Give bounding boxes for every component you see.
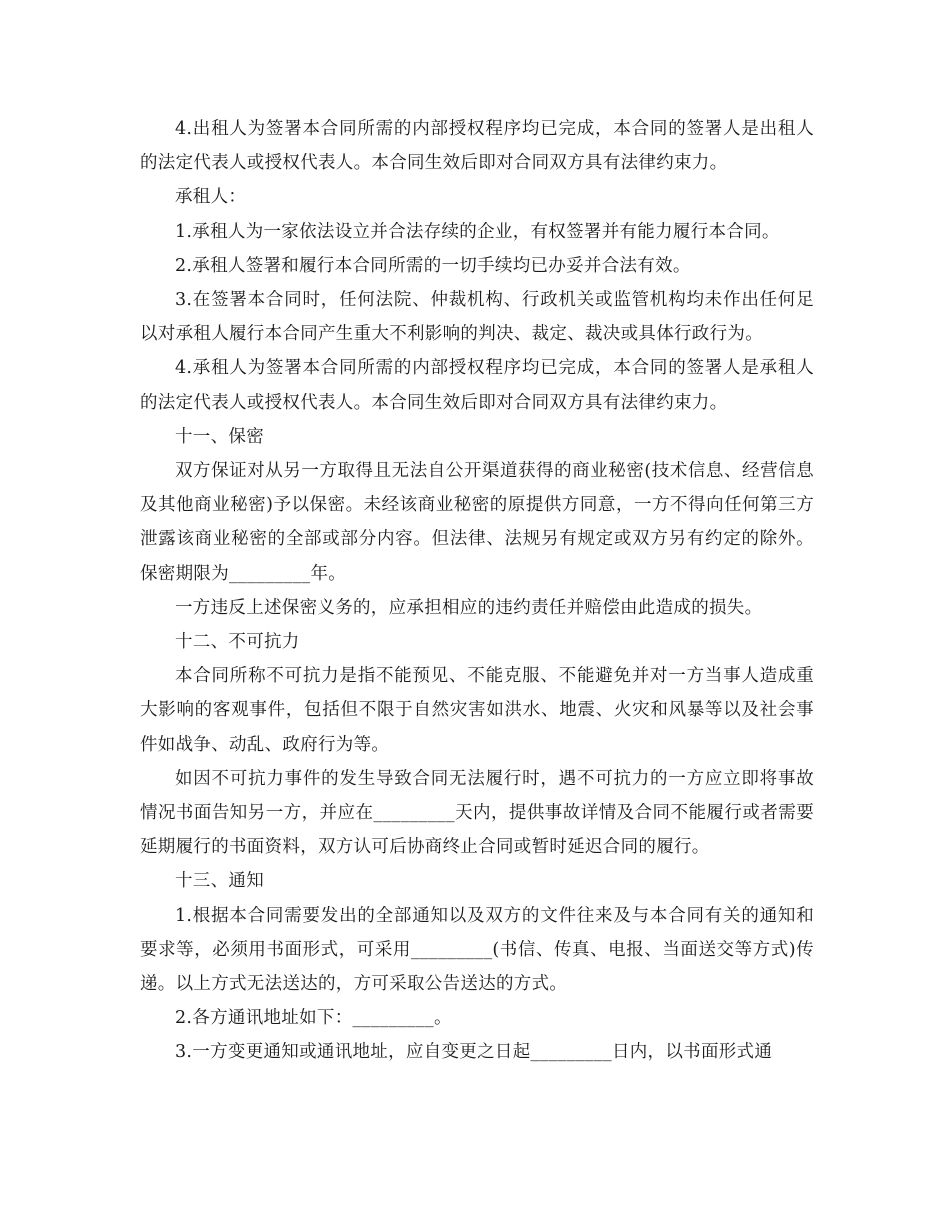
lessee-clause-1: 1.承租人为一家依法设立并合法存续的企业，有权签署并有能力履行本合同。 — [175, 221, 780, 242]
lessee-heading: 承租人： — [175, 187, 247, 208]
section-heading-force-majeure: 十二、不可抗力 — [175, 632, 300, 653]
notice-clause-3: 3.一方变更通知或通讯地址，应自变更之日起_________日内，以书面形式通 — [175, 1042, 773, 1063]
notice-clause-2: 2.各方通讯地址如下：_________。 — [175, 1008, 452, 1029]
clause-lessor-authorization: 4.出租人为签署本合同所需的内部授权程序均已完成，本合同的签署人是出租人的法定代表人或授权代表人。本合同生效后即对合同双方具有法律约束力。 — [140, 119, 814, 174]
section-heading-confidentiality: 十一、保密 — [175, 426, 264, 447]
lessee-clause-4: 4.承租人为签署本合同所需的内部授权程序均已完成，本合同的签署人是承租人的法定代表人或授权代表人。本合同生效后即对合同双方具有法律约束力。 — [140, 358, 814, 413]
section-heading-notice: 十三、通知 — [175, 871, 264, 892]
confidentiality-breach-clause: 一方违反上述保密义务的，应承担相应的违约责任并赔偿由此造成的损失。 — [175, 597, 763, 618]
lessee-clause-2: 2.承租人签署和履行本合同所需的一切手续均已办妥并合法有效。 — [175, 255, 691, 276]
force-majeure-procedure: 如因不可抗力事件的发生导致合同无法履行时，遇不可抗力的一方应立即将事故情况书面告知另一方，并应在_________天内，提供事故详情及合同不能履行或者需要延期履行的书面资料，双方认可后协商终止合同或暂时延迟合同的履行。 — [140, 768, 814, 858]
force-majeure-definition: 本合同所称不可抗力是指不能预见、不能克服、不能避免并对一方当事人造成重大影响的客观事件，包括但不限于自然灾害如洪水、地震、火灾和风暴等以及社会事件如战争、动乱、政府行为等。 — [140, 666, 814, 755]
confidentiality-clause: 双方保证对从另一方取得且无法自公开渠道获得的商业秘密(技术信息、经营信息及其他商业秘密)予以保密。未经该商业秘密的原提供方同意，一方不得向任何第三方泄露该商业秘密的全部或部分内容。但法律、法规另有规定或双方另有约定的除外。保密期限为_________年。 — [140, 461, 814, 584]
lessee-clause-3: 3.在签署本合同时，任何法院、仲裁机构、行政机关或监管机构均未作出任何足以对承租人履行本合同产生重大不利影响的判决、裁定、裁决或具体行政行为。 — [140, 290, 814, 345]
document-body — [140, 112, 814, 1070]
notice-clause-1: 1.根据本合同需要发出的全部通知以及双方的文件往来及与本合同有关的通知和要求等，必须用书面形式，可采用_________(书信、传真、电报、当面送交等方式)传递。以上方式无法送达的，方可采取公告送达的方式。 — [140, 905, 814, 995]
